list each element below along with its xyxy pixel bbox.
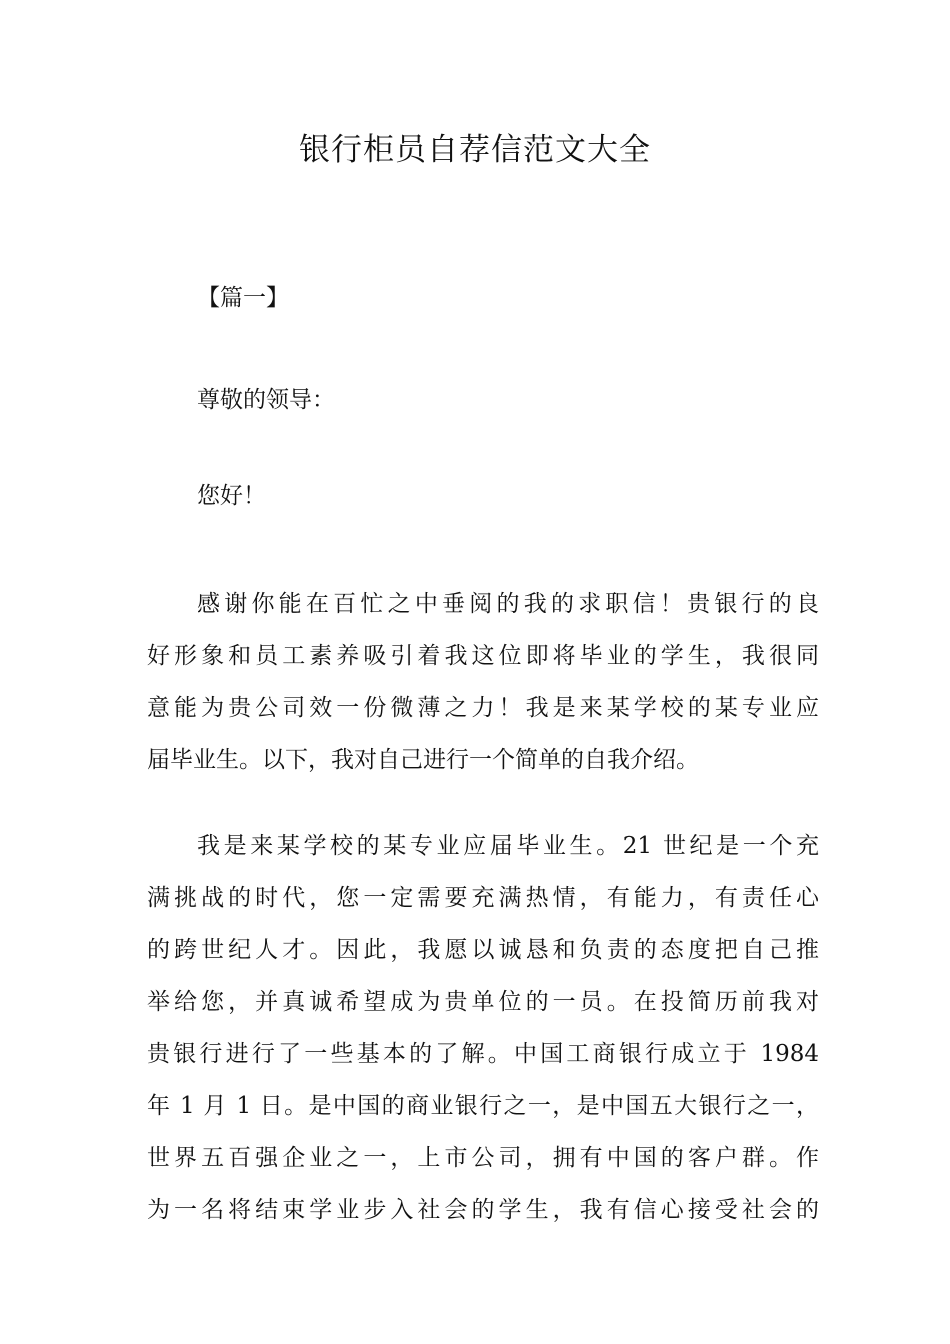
salutation: 尊敬的领导： — [197, 387, 335, 413]
paragraph-line: 满挑战的时代，您一定需要充满热情，有能力，有责任心 — [147, 885, 819, 911]
document-title: 银行柜员自荐信范文大全 — [299, 132, 651, 168]
paragraph-line: 感谢你能在百忙之中垂阅的我的求职信！贵银行的良 — [197, 591, 819, 617]
paragraph-line: 我是来某学校的某专业应届毕业生。21 世纪是一个充 — [197, 833, 819, 859]
paragraph-line: 意能为贵公司效一份微薄之力！我是来某学校的某专业应 — [147, 695, 819, 721]
paragraph-line: 世界五百强企业之一，上市公司，拥有中国的客户群。作 — [147, 1145, 819, 1171]
greeting: 您好！ — [197, 483, 266, 509]
paragraph-line: 的跨世纪人才。因此，我愿以诚恳和负责的态度把自己推 — [147, 937, 819, 963]
section-heading: 【篇一】 — [197, 285, 289, 311]
paragraph-line: 届毕业生。以下，我对自己进行一个简单的自我介绍。 — [147, 747, 699, 773]
paragraph-line: 贵银行进行了一些基本的了解。中国工商银行成立于 1984 — [147, 1041, 819, 1067]
paragraph-line: 好形象和员工素养吸引着我这位即将毕业的学生，我很同 — [147, 643, 819, 669]
paragraph-line: 为一名将结束学业步入社会的学生，我有信心接受社会的 — [147, 1197, 819, 1223]
paragraph-2 — [147, 820, 819, 1236]
paragraph-line: 年 1 月 1 日。是中国的商业银行之一，是中国五大银行之一， — [147, 1093, 819, 1119]
paragraph-line: 举给您，并真诚希望成为贵单位的一员。在投简历前我对 — [147, 989, 819, 1015]
paragraph-1 — [147, 578, 819, 786]
